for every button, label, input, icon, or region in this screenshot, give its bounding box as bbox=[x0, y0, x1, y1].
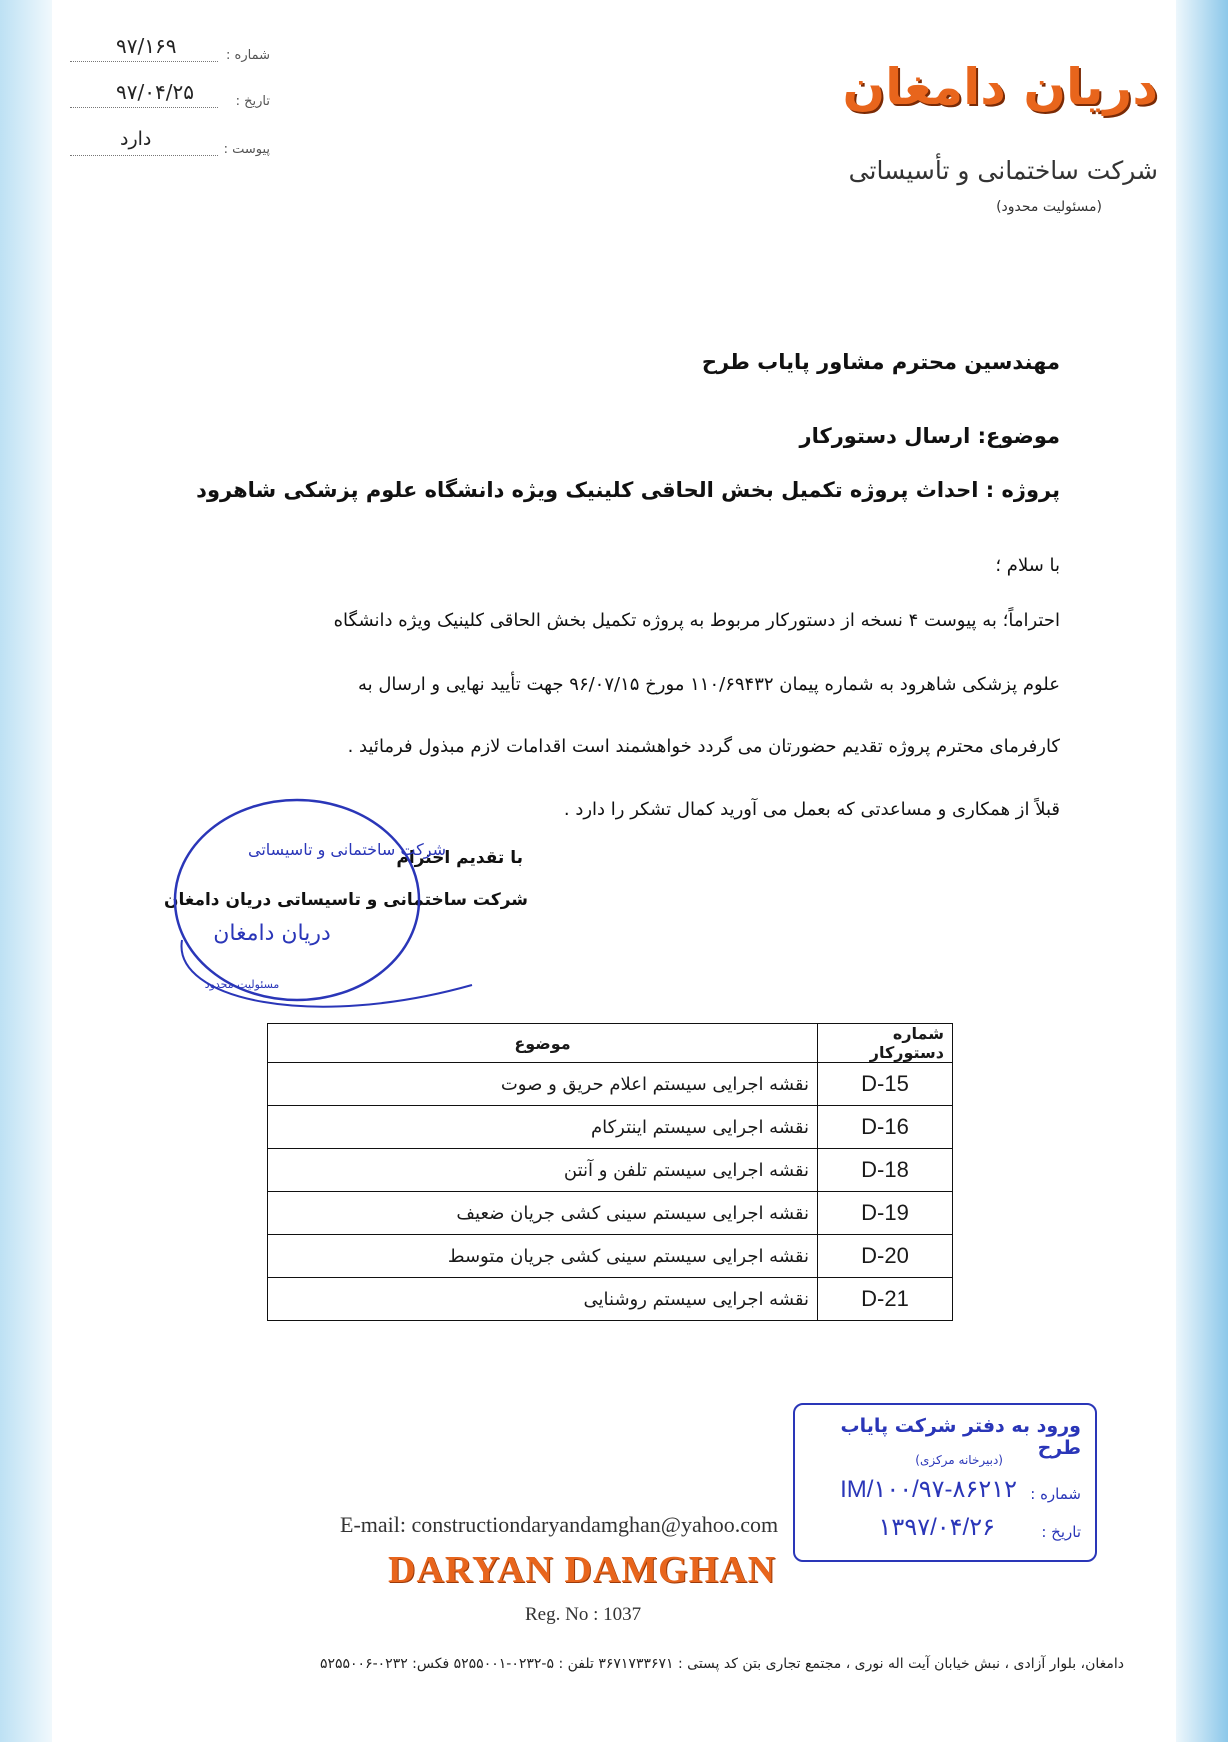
company-name: شرکت ساختمانی و تأسیساتی bbox=[848, 156, 1158, 185]
right-blue-margin bbox=[1176, 0, 1228, 1742]
dotted-line bbox=[70, 107, 218, 108]
order-subject: نقشه اجرایی سیستم تلفن و آنتن bbox=[268, 1149, 818, 1192]
registration-number: Reg. No : 1037 bbox=[525, 1604, 642, 1625]
order-number: D-21 bbox=[818, 1278, 953, 1321]
order-subject: نقشه اجرایی سیستم روشنایی bbox=[268, 1278, 818, 1321]
dotted-line bbox=[70, 61, 218, 62]
order-subject: نقشه اجرایی سیستم اینترکام bbox=[268, 1106, 818, 1149]
salutation: با سلام ؛ bbox=[995, 555, 1060, 576]
letter-date-field bbox=[70, 80, 270, 116]
company-seal-icon bbox=[152, 790, 482, 1020]
stamp-date-value: ۱۳۹۷/۰۴/۲۶ bbox=[878, 1514, 995, 1541]
stamp-date-label: تاریخ : bbox=[1041, 1523, 1081, 1541]
work-orders-table bbox=[267, 1023, 953, 1321]
body-line-2: علوم پزشکی شاهرود به شماره پیمان ۱۱۰/۶۹۴۳۲ مورخ ۹۶/۰۷/۱۵ جهت تأیید نهایی و ارسال به bbox=[357, 674, 1060, 695]
stamp-number-value: IM/۱۰۰/۹۷-۸۶۲۱۲ bbox=[840, 1476, 1017, 1503]
column-header-subject: موضوع bbox=[268, 1024, 818, 1063]
seal-ring-text: شرکت ساختمانی و تاسیساتی bbox=[248, 840, 446, 859]
stamp-number-label: شماره : bbox=[1030, 1485, 1081, 1503]
order-subject: نقشه اجرایی سیستم سینی کشی جریان متوسط bbox=[268, 1235, 818, 1278]
closing: با تقدیم احترام bbox=[396, 848, 523, 868]
order-number: D-20 bbox=[818, 1235, 953, 1278]
attachment-field bbox=[70, 128, 270, 164]
letter-date-label: تاریخ : bbox=[235, 94, 270, 109]
dotted-line bbox=[70, 155, 218, 156]
seal-center-text: دریان دامغان bbox=[213, 921, 331, 946]
order-number: D-16 bbox=[818, 1106, 953, 1149]
letter-date-value: ۹۷/۰۴/۲۵ bbox=[116, 80, 194, 104]
table-row bbox=[268, 1149, 953, 1192]
order-subject: نقشه اجرایی سیستم سینی کشی جریان ضعیف bbox=[268, 1192, 818, 1235]
table-row bbox=[268, 1192, 953, 1235]
table-row bbox=[268, 1235, 953, 1278]
stamp-subtitle: (دبیرخانه مرکزی) bbox=[915, 1453, 1003, 1467]
letter-number-label: شماره : bbox=[226, 48, 270, 63]
addressee: مهندسین محترم مشاور پایاب طرح bbox=[701, 350, 1060, 374]
stamp-title: ورود به دفتر شرکت پایاب طرح bbox=[840, 1415, 1081, 1459]
letter-number-value: ۹۷/۱۶۹ bbox=[116, 34, 177, 58]
company-logo-text: دریان دامغان bbox=[842, 58, 1158, 116]
signatory: شرکت ساختمانی و تاسیساتی دریان دامغان bbox=[163, 890, 528, 910]
table-row bbox=[268, 1063, 953, 1106]
order-number: D-18 bbox=[818, 1149, 953, 1192]
footer-brand: DARYAN DAMGHAN bbox=[388, 1549, 777, 1591]
footer-address: دامغان، بلوار آزادی ، نبش خیابان آیت اله نوری ، مجتمع تجاری بتن کد پستی : ۳۶۷۱۷۳۳۶۷۱ تلفن : ۵-۰۲۳۲-۵۲۵۵۰۰۱ فکس: ۰۲۳۲-۵۲۵۵۰۰۶ bbox=[319, 1656, 1124, 1672]
subject-line: موضوع: ارسال دستورکار bbox=[799, 424, 1060, 448]
seal-ring bbox=[175, 800, 419, 1000]
body-line-4: قبلاً از همکاری و مساعدتی که بعمل می آورید کمال تشکر را دارد . bbox=[563, 799, 1060, 820]
footer-email: E-mail: constructiondaryandamghan@yahoo.com bbox=[340, 1512, 779, 1537]
left-blue-margin bbox=[0, 0, 52, 1742]
body-line-1: احتراماً؛ به پیوست ۴ نسخه از دستورکار مربوط به پروژه تکمیل بخش الحاقی کلینیک ویژه دانشگاه bbox=[333, 610, 1060, 631]
company-type: (مسئولیت محدود) bbox=[996, 199, 1102, 215]
letter-number-field bbox=[70, 34, 270, 70]
received-stamp bbox=[793, 1403, 1097, 1562]
order-number: D-19 bbox=[818, 1192, 953, 1235]
attachment-value: دارد bbox=[120, 128, 152, 150]
column-header-number: شماره دستورکار bbox=[818, 1024, 953, 1063]
body-line-3: کارفرمای محترم پروژه تقدیم حضورتان می گردد خواهشمند است اقدامات لازم مبذول فرمائید . bbox=[347, 736, 1060, 757]
attachment-label: پیوست : bbox=[223, 142, 270, 157]
seal-bottom-text: مسئولیت محدود bbox=[204, 978, 280, 991]
table-row bbox=[268, 1278, 953, 1321]
order-number: D-15 bbox=[818, 1063, 953, 1106]
table-header-row bbox=[268, 1024, 953, 1063]
project-line: پروژه : احداث پروژه تکمیل بخش الحاقی کلینیک ویژه دانشگاه علوم پزشکی شاهرود bbox=[196, 478, 1060, 502]
order-subject: نقشه اجرایی سیستم اعلام حریق و صوت bbox=[268, 1063, 818, 1106]
table-row bbox=[268, 1106, 953, 1149]
